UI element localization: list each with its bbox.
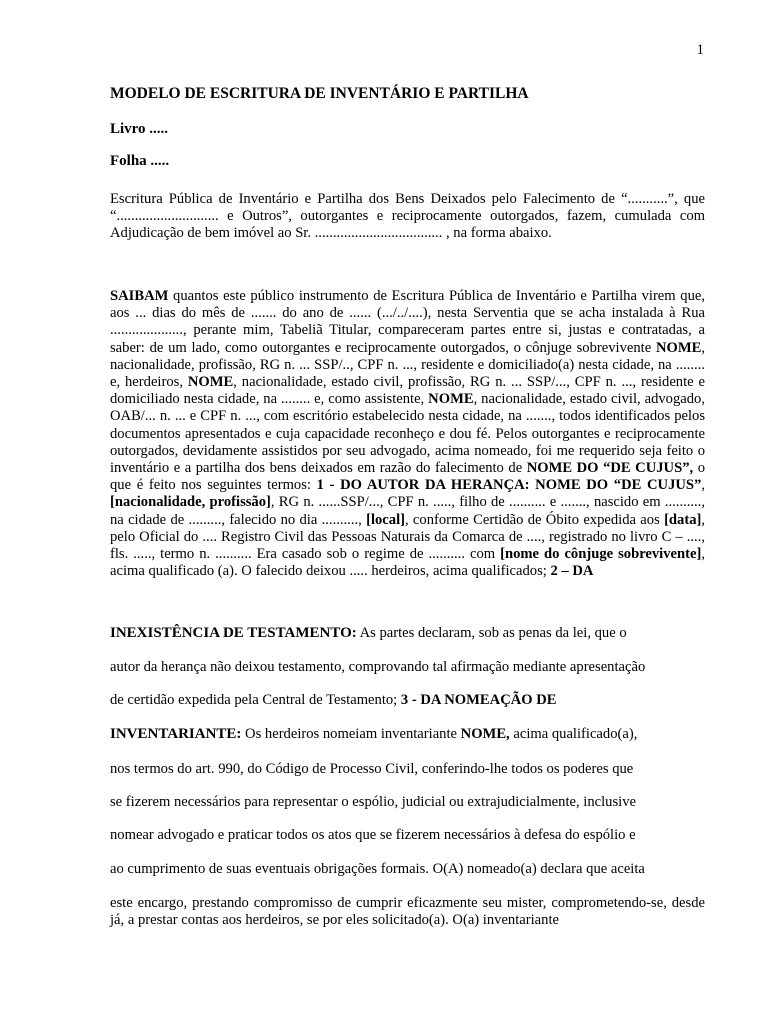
text-segment: acima qualificado(a), — [509, 726, 638, 742]
text-segment: quantos este público instrumento de Escritura Pública de Inventário e Partilha virem que, aos ... dias do mês de ....... do ano de ...... (.../../....), nesta Serventia que se acha instalada à Rua ...................., perante mim, Tabeliã Titular, compareceram partes entre si, justas e contratadas, a saber: de um lado, como outorgantes e reciprocamente outorgados, o cônjuge sobrevivente — [110, 288, 705, 356]
bold-placeholder: [nome do cônjuge sobrevivente] — [500, 546, 702, 563]
document-title: MODELO DE ESCRITURA DE INVENTÁRIO E PARTILHA — [110, 85, 529, 102]
bold-section-2: 2 – DA — [550, 563, 594, 580]
bold-inventariante: INVENTARIANTE: — [110, 726, 242, 742]
text-segment: As partes declaram, sob as penas da lei, que o — [356, 625, 627, 641]
text-segment: , nacionalidade, estado civil, advogado, OAB/... n. ... e CPF n. ..., com escritório estabelecido nesta cidade, na ......., todos identificados pelos documentos apresentados e cuja capacidade reconheço e dou fé. Pelos outorgantes e reciprocamente outorgados, devidamente assistidos por seu advogado, acima nomeado, foi me requerido seja feito o inventário e a partilha dos bens deixados em razão do falecimento de — [110, 391, 705, 477]
text-segment: , RG n. ......SSP/..., CPF n. ....., filho de .......... e ......., nascido em .........., na cidade de ........., falecido no dia .........., — [110, 494, 705, 528]
page-number: 1 — [696, 42, 704, 58]
text-segment: o que é feito nos seguintes termos: — [110, 460, 705, 494]
bold-name: NOME, — [460, 726, 510, 742]
bold-section-1: 1 - DO AUTOR DA HERANÇA: NOME DO “DE CUJUS” — [316, 477, 702, 494]
text-segment: de certidão expedida pela Central de Testamento; — [110, 692, 401, 708]
bold-placeholder: [nacionalidade, profissão] — [110, 494, 271, 511]
bold-placeholder: [local] — [366, 511, 405, 528]
line-inventariante — [110, 726, 705, 743]
text-segment: , nacionalidade, profissão, RG n. ... SSP/.., CPF n. ..., residente e domiciliado(a) nesta cidade, na ........ e, herdeiros, — [110, 339, 705, 391]
line-inexistencia — [110, 625, 705, 642]
text-segment: , pelo Oficial do .... Registro Civil das Pessoas Naturais da Comarca de ...., registrado no livro C – ...., fls. ....., termo n. .......... Era casado sob o regime de .......... com — [110, 511, 706, 563]
line-cumprimento: ao cumprimento de suas eventuais obrigações formais. O(A) nomeado(a) declara que aceita — [110, 861, 645, 877]
bold-name: NOME — [187, 374, 234, 391]
livro-label: Livro ..... — [110, 121, 169, 137]
line-art-990: nos termos do art. 990, do Código de Processo Civil, conferindo-lhe todos os poderes que — [110, 761, 634, 777]
bold-placeholder: [data] — [664, 511, 702, 528]
bold-section-3: 3 - DA NOMEAÇÃO DE — [400, 692, 557, 708]
folha-label: Folha ..... — [110, 153, 170, 169]
line-certidao — [110, 692, 705, 709]
bold-de-cujus: NOME DO “DE CUJUS”, — [526, 460, 694, 477]
text-segment: , conforme Certidão de Óbito expedida aos — [404, 511, 665, 528]
text-segment: , — [701, 477, 706, 494]
bold-inexistencia: INEXISTÊNCIA DE TESTAMENTO: — [110, 625, 357, 641]
paragraph-intro: Escritura Pública de Inventário e Partilha dos Bens Deixados pelo Falecimento de “...........”, que “............................ e Outros”, outorgantes e reciprocamente outorgados, fazem, cumulada com Adjudicação de bem imóvel ao Sr. ................................... , na forma abaixo. — [110, 191, 705, 242]
paragraph-encargo: este encargo, prestando compromisso de cumprir eficazmente seu mister, comprometendo-se, desde já, a prestar contas aos herdeiros, se por eles solicitado(a). O(a) inventariante — [110, 895, 705, 929]
line-advogado: nomear advogado e praticar todos os atos que se fizerem necessários à defesa do espólio e — [110, 827, 636, 843]
bold-name: NOME — [655, 339, 702, 356]
bold-saibam: SAIBAM — [110, 288, 169, 304]
text-segment: Os herdeiros nomeiam inventariante — [241, 726, 461, 742]
line-autor: autor da herança não deixou testamento, comprovando tal afirmação mediante apresentação — [110, 659, 646, 675]
bold-name: NOME — [428, 391, 474, 408]
line-poderes: se fizerem necessários para representar o espólio, judicial ou extrajudicialmente, inclusive — [110, 794, 636, 810]
text-segment: , nacionalidade, estado civil, profissão, RG n. ... SSP/..., CPF n. ..., residente e domiciliado nesta cidade, na ........ e, como assistente, — [110, 374, 705, 408]
paragraph-saibam — [110, 288, 705, 580]
text-segment: , acima qualificado (a). O falecido deixou ..... herdeiros, acima qualificados; — [110, 546, 705, 580]
